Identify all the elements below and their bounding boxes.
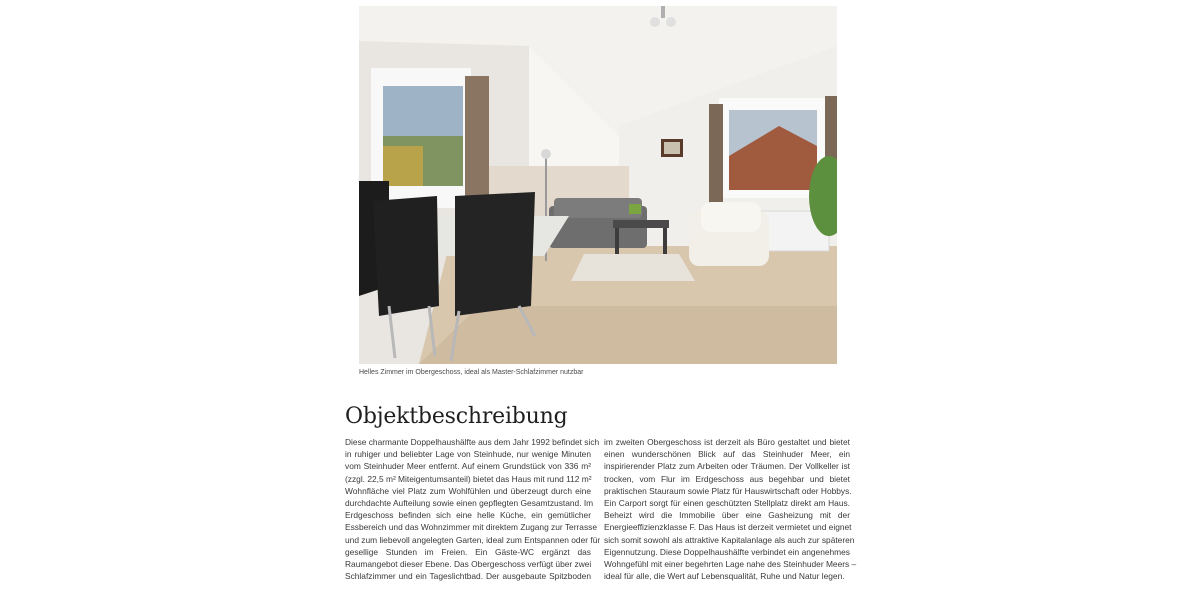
text-line: Diese charmante Doppelhaushälfte aus dem Jahr 1992 befindet sich bbox=[345, 437, 600, 447]
text-line: Essbereich und das Wohnzimmer mit direktem Zugang zur Terrasse bbox=[345, 522, 597, 533]
text-line: Eigennutzung. Diese Doppelhaushälfte verbindet ein angenehmes bbox=[604, 546, 850, 557]
text-line: Wohngefühl mit einer begehrten Lage nahe des Steinhuder Meers – bbox=[604, 559, 857, 570]
text-line: einen wunderschönen Blick auf das Steinhuder Meer, ein bbox=[604, 449, 850, 460]
room-photo bbox=[359, 6, 837, 364]
text-line: und zum liebevoll angelegten Garten, ideal zum Entspannen oder für bbox=[345, 534, 601, 545]
text-line: durchdachte Aufteilung sowie einen gepflegten Gesamtzustand. Im bbox=[345, 498, 594, 509]
text-line: Schlafzimmer und ein Tageslichtbad. Der ausgebaute Spitzboden bbox=[345, 571, 591, 582]
text-line: praktischen Stauraum sowie Platz für Hauswirtschaft oder Hobbys. bbox=[604, 485, 852, 496]
living-room-illustration bbox=[359, 6, 837, 364]
text-line: vom Steinhuder Meer entfernt. Auf einem Grundstück von 336 m² bbox=[345, 461, 591, 472]
description-column-right bbox=[604, 436, 857, 582]
text-line: Wohnfläche viel Platz zum Wohlfühlen und überzeugt durch eine bbox=[345, 485, 591, 496]
text-line: Raumangebot dieser Ebene. Das Obergeschoss verfügt über zwei bbox=[345, 559, 592, 570]
text-line: Erdgeschoss befinden sich eine helle Küche, ein gemütlicher bbox=[345, 510, 591, 521]
text-line: sich somit sowohl als attraktive Kapitalanlage als auch zur späteren bbox=[604, 534, 855, 545]
text-line: inspirierender Platz zum Arbeiten oder Träumen. Der Vollkeller ist bbox=[604, 461, 850, 472]
text-line: gesellige Stunden im Freien. Ein Gäste-WC ergänzt das bbox=[345, 546, 591, 557]
description-column-left bbox=[345, 436, 601, 582]
text-line: trocken, vom Flur im Erdgeschoss aus begehbar und bietet bbox=[604, 473, 850, 484]
text-line: in ruhiger und beliebter Lage von Steinhude, nur wenige Minuten bbox=[345, 449, 591, 460]
text-line: ideal für alle, die Wert auf Lebensqualität, Ruhe und Natur legen. bbox=[604, 571, 845, 582]
photo-caption: Helles Zimmer im Obergeschoss, ideal als Master-Schlafzimmer nutzbar bbox=[359, 369, 584, 376]
text-line: Energieeffizienzklasse F. Das Haus ist derzeit vermietet und eignet bbox=[604, 522, 852, 533]
text-line: Beheizt wird die Immobilie über eine Gasheizung mit der bbox=[604, 510, 850, 521]
section-heading: Objektbeschreibung bbox=[345, 404, 568, 429]
text-line: im zweiten Obergeschoss ist derzeit als Büro gestaltet und bietet bbox=[604, 437, 850, 447]
text-line: (zzgl. 22,5 m² Miteigentumsanteil) bietet das Haus mit rund 112 m² bbox=[345, 473, 592, 484]
text-line: Ein Carport sorgt für einen geschützten Stellplatz direkt am Haus. bbox=[604, 498, 850, 509]
